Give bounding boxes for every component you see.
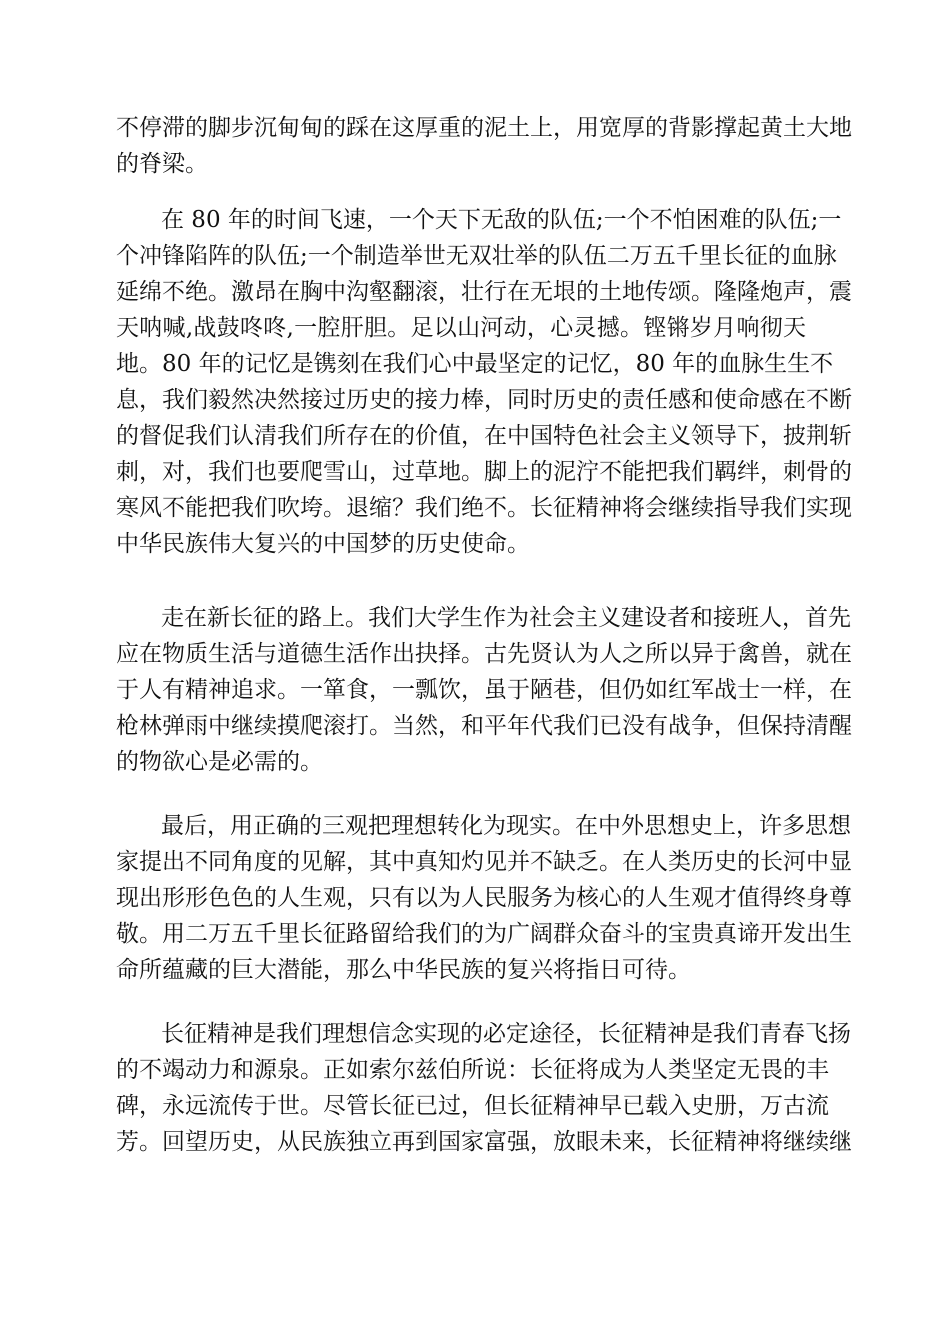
paragraph-line: 不停滞的脚步沉甸甸的踩在这厚重的泥土上，用宽厚的背影撑起黄土大地 bbox=[116, 115, 852, 141]
paragraph-line: 走在新长征的路上。我们大学生作为社会主义建设者和接班人，首先 bbox=[161, 605, 851, 631]
paragraph-line: 天呐喊,战鼓咚咚,一腔肝胆。足以山河动，心灵撼。铿锵岁月响彻天 bbox=[116, 315, 806, 341]
paragraph-line: 延绵不绝。激昂在胸中沟壑翻滚，壮行在无垠的土地传颂。隆隆炮声，震 bbox=[116, 279, 852, 305]
paragraph-line: 刺，对，我们也要爬雪山，过草地。脚上的泥泞不能把我们羁绊，刺骨的 bbox=[116, 459, 852, 485]
paragraph-line: 在 80 年的时间飞速，一个天下无敌的队伍;一个不怕困难的队伍;一 bbox=[161, 207, 842, 233]
paragraph-line: 芳。回望历史，从民族独立再到国家富强，放眼未来，长征精神将继续继 bbox=[116, 1129, 852, 1155]
paragraph-line: 最后，用正确的三观把理想转化为现实。在中外思想史上，许多思想 bbox=[161, 813, 851, 839]
paragraph-line: 命所蕴藏的巨大潜能，那么中华民族的复兴将指日可待。 bbox=[116, 957, 691, 983]
paragraph-line: 地。80 年的记忆是镌刻在我们心中最坚定的记忆，80 年的血脉生生不 bbox=[116, 351, 834, 377]
paragraph-line: 应在物质生活与道德生活作出抉择。古先贤认为人之所以异于禽兽，就在 bbox=[116, 641, 852, 667]
paragraph-line: 现出形形色色的人生观，只有以为人民服务为核心的人生观才值得终身尊 bbox=[116, 885, 852, 911]
paragraph-line: 长征精神是我们理想信念实现的必定途径，长征精神是我们青春飞扬 bbox=[161, 1021, 851, 1047]
paragraph-line: 的督促我们认清我们所存在的价值，在中国特色社会主义领导下，披荆斩 bbox=[116, 423, 852, 449]
paragraph-2 bbox=[116, 202, 852, 562]
paragraph-4 bbox=[116, 808, 852, 988]
paragraph-line: 的物欲心是必需的。 bbox=[116, 749, 323, 775]
paragraph-line: 个冲锋陷阵的队伍;一个制造举世无双壮举的队伍二万五千里长征的血脉 bbox=[116, 243, 837, 269]
paragraph-line: 于人有精神追求。一箪食，一瓢饮，虽于陋巷，但仍如红军战士一样，在 bbox=[116, 677, 852, 703]
paragraph-line: 息，我们毅然决然接过历史的接力棒，同时历史的责任感和使命感在不断 bbox=[116, 387, 852, 413]
paragraph-line: 的不竭动力和源泉。正如索尔兹伯所说：长征将成为人类坚定无畏的丰 bbox=[116, 1057, 829, 1083]
paragraph-line: 枪林弹雨中继续摸爬滚打。当然，和平年代我们已没有战争，但保持清醒 bbox=[116, 713, 852, 739]
paragraph-line: 的脊梁。 bbox=[116, 151, 208, 177]
paragraph-line: 中华民族伟大复兴的中国梦的历史使命。 bbox=[116, 531, 530, 557]
paragraph-line: 敬。用二万五千里长征路留给我们的为广阔群众奋斗的宝贵真谛开发出生 bbox=[116, 921, 852, 947]
paragraph-3 bbox=[116, 600, 852, 780]
paragraph-line: 碑，永远流传于世。尽管长征已过，但长征精神早已载入史册，万古流 bbox=[116, 1093, 829, 1119]
paragraph-1 bbox=[116, 110, 852, 182]
paragraph-5 bbox=[116, 1016, 852, 1160]
paragraph-line: 家提出不同角度的见解，其中真知灼见并不缺乏。在人类历史的长河中显 bbox=[116, 849, 852, 875]
paragraph-line: 寒风不能把我们吹垮。退缩？我们绝不。长征精神将会继续指导我们实现 bbox=[116, 495, 852, 521]
